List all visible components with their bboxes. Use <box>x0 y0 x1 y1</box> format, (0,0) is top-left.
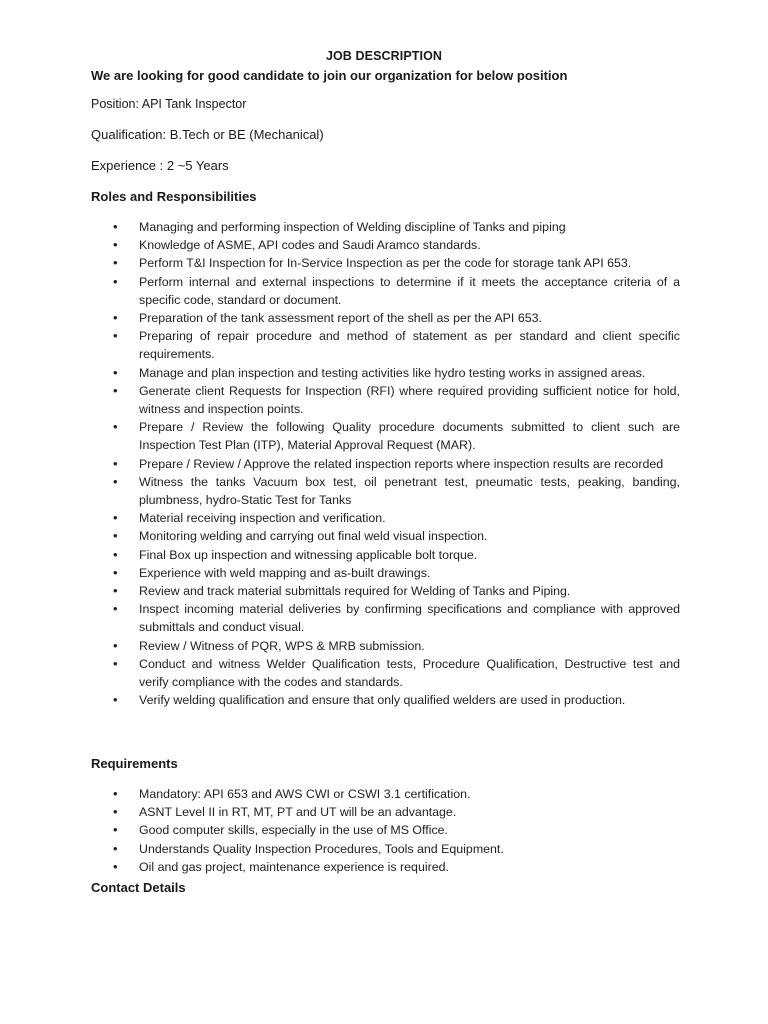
list-item: • Final Box up inspection and witnessing applicable bolt torque. <box>112 546 680 564</box>
list-item: • Managing and performing inspection of Welding discipline of Tanks and piping <box>112 218 680 236</box>
roles-heading: Roles and Responsibilities <box>91 189 257 204</box>
list-item: • Manage and plan inspection and testing activities like hydro testing works in assigned areas. <box>112 364 680 382</box>
list-item: • Witness the tanks Vacuum box test, oil penetrant test, pneumatic tests, peaking, banding, plumbness, hydro-Static Test for Tanks <box>112 473 680 509</box>
list-item: • Generate client Requests for Inspection (RFI) where required providing sufficient notice for hold, witness and inspection points. <box>112 382 680 418</box>
requirements-heading: Requirements <box>91 756 178 771</box>
intro-text: We are looking for good candidate to join our organization for below position <box>91 68 568 83</box>
list-item: • Material receiving inspection and verification. <box>112 509 680 527</box>
list-item: • Knowledge of ASME, API codes and Saudi Aramco standards. <box>112 236 680 254</box>
position-line: Position: API Tank Inspector <box>91 97 247 111</box>
list-item: • Understands Quality Inspection Procedures, Tools and Equipment. <box>112 840 680 858</box>
list-item: • Inspect incoming material deliveries by confirming specifications and compliance with approved submittals and conduct visual. <box>112 600 680 636</box>
list-item: • Preparing of repair procedure and method of statement as per standard and client specific requirements. <box>112 327 680 363</box>
list-item: • Preparation of the tank assessment report of the shell as per the API 653. <box>112 309 680 327</box>
list-item: • Prepare / Review the following Quality procedure documents submitted to client such are Inspection Test Plan (ITP), Material Approval Request (MAR). <box>112 418 680 454</box>
list-item: • Good computer skills, especially in the use of MS Office. <box>112 821 680 839</box>
list-item: • Experience with weld mapping and as-built drawings. <box>112 564 680 582</box>
list-item: • Review and track material submittals required for Welding of Tanks and Piping. <box>112 582 680 600</box>
requirements-list <box>112 785 680 876</box>
list-item: • Perform T&I Inspection for In-Service Inspection as per the code for storage tank API 653. <box>112 254 680 272</box>
list-item: • Review / Witness of PQR, WPS & MRB submission. <box>112 637 680 655</box>
list-item: • Perform internal and external inspections to determine if it meets the acceptance criteria of a specific code, standard or document. <box>112 273 680 309</box>
experience-line: Experience : 2 ~5 Years <box>91 158 229 173</box>
list-item: • Prepare / Review / Approve the related inspection reports where inspection results are recorded <box>112 455 680 473</box>
list-item: • Verify welding qualification and ensure that only qualified welders are used in production. <box>112 691 680 709</box>
qualification-line: Qualification: B.Tech or BE (Mechanical) <box>91 127 324 142</box>
list-item: • Monitoring welding and carrying out final weld visual inspection. <box>112 527 680 545</box>
contact-heading: Contact Details <box>91 880 186 895</box>
roles-list <box>112 218 680 709</box>
list-item: • ASNT Level II in RT, MT, PT and UT will be an advantage. <box>112 803 680 821</box>
document-title: JOB DESCRIPTION <box>325 49 443 63</box>
list-item: • Oil and gas project, maintenance experience is required. <box>112 858 680 876</box>
list-item: • Conduct and witness Welder Qualification tests, Procedure Qualification, Destructive test and verify compliance with the codes and standards. <box>112 655 680 691</box>
list-item: • Mandatory: API 653 and AWS CWI or CSWI 3.1 certification. <box>112 785 680 803</box>
